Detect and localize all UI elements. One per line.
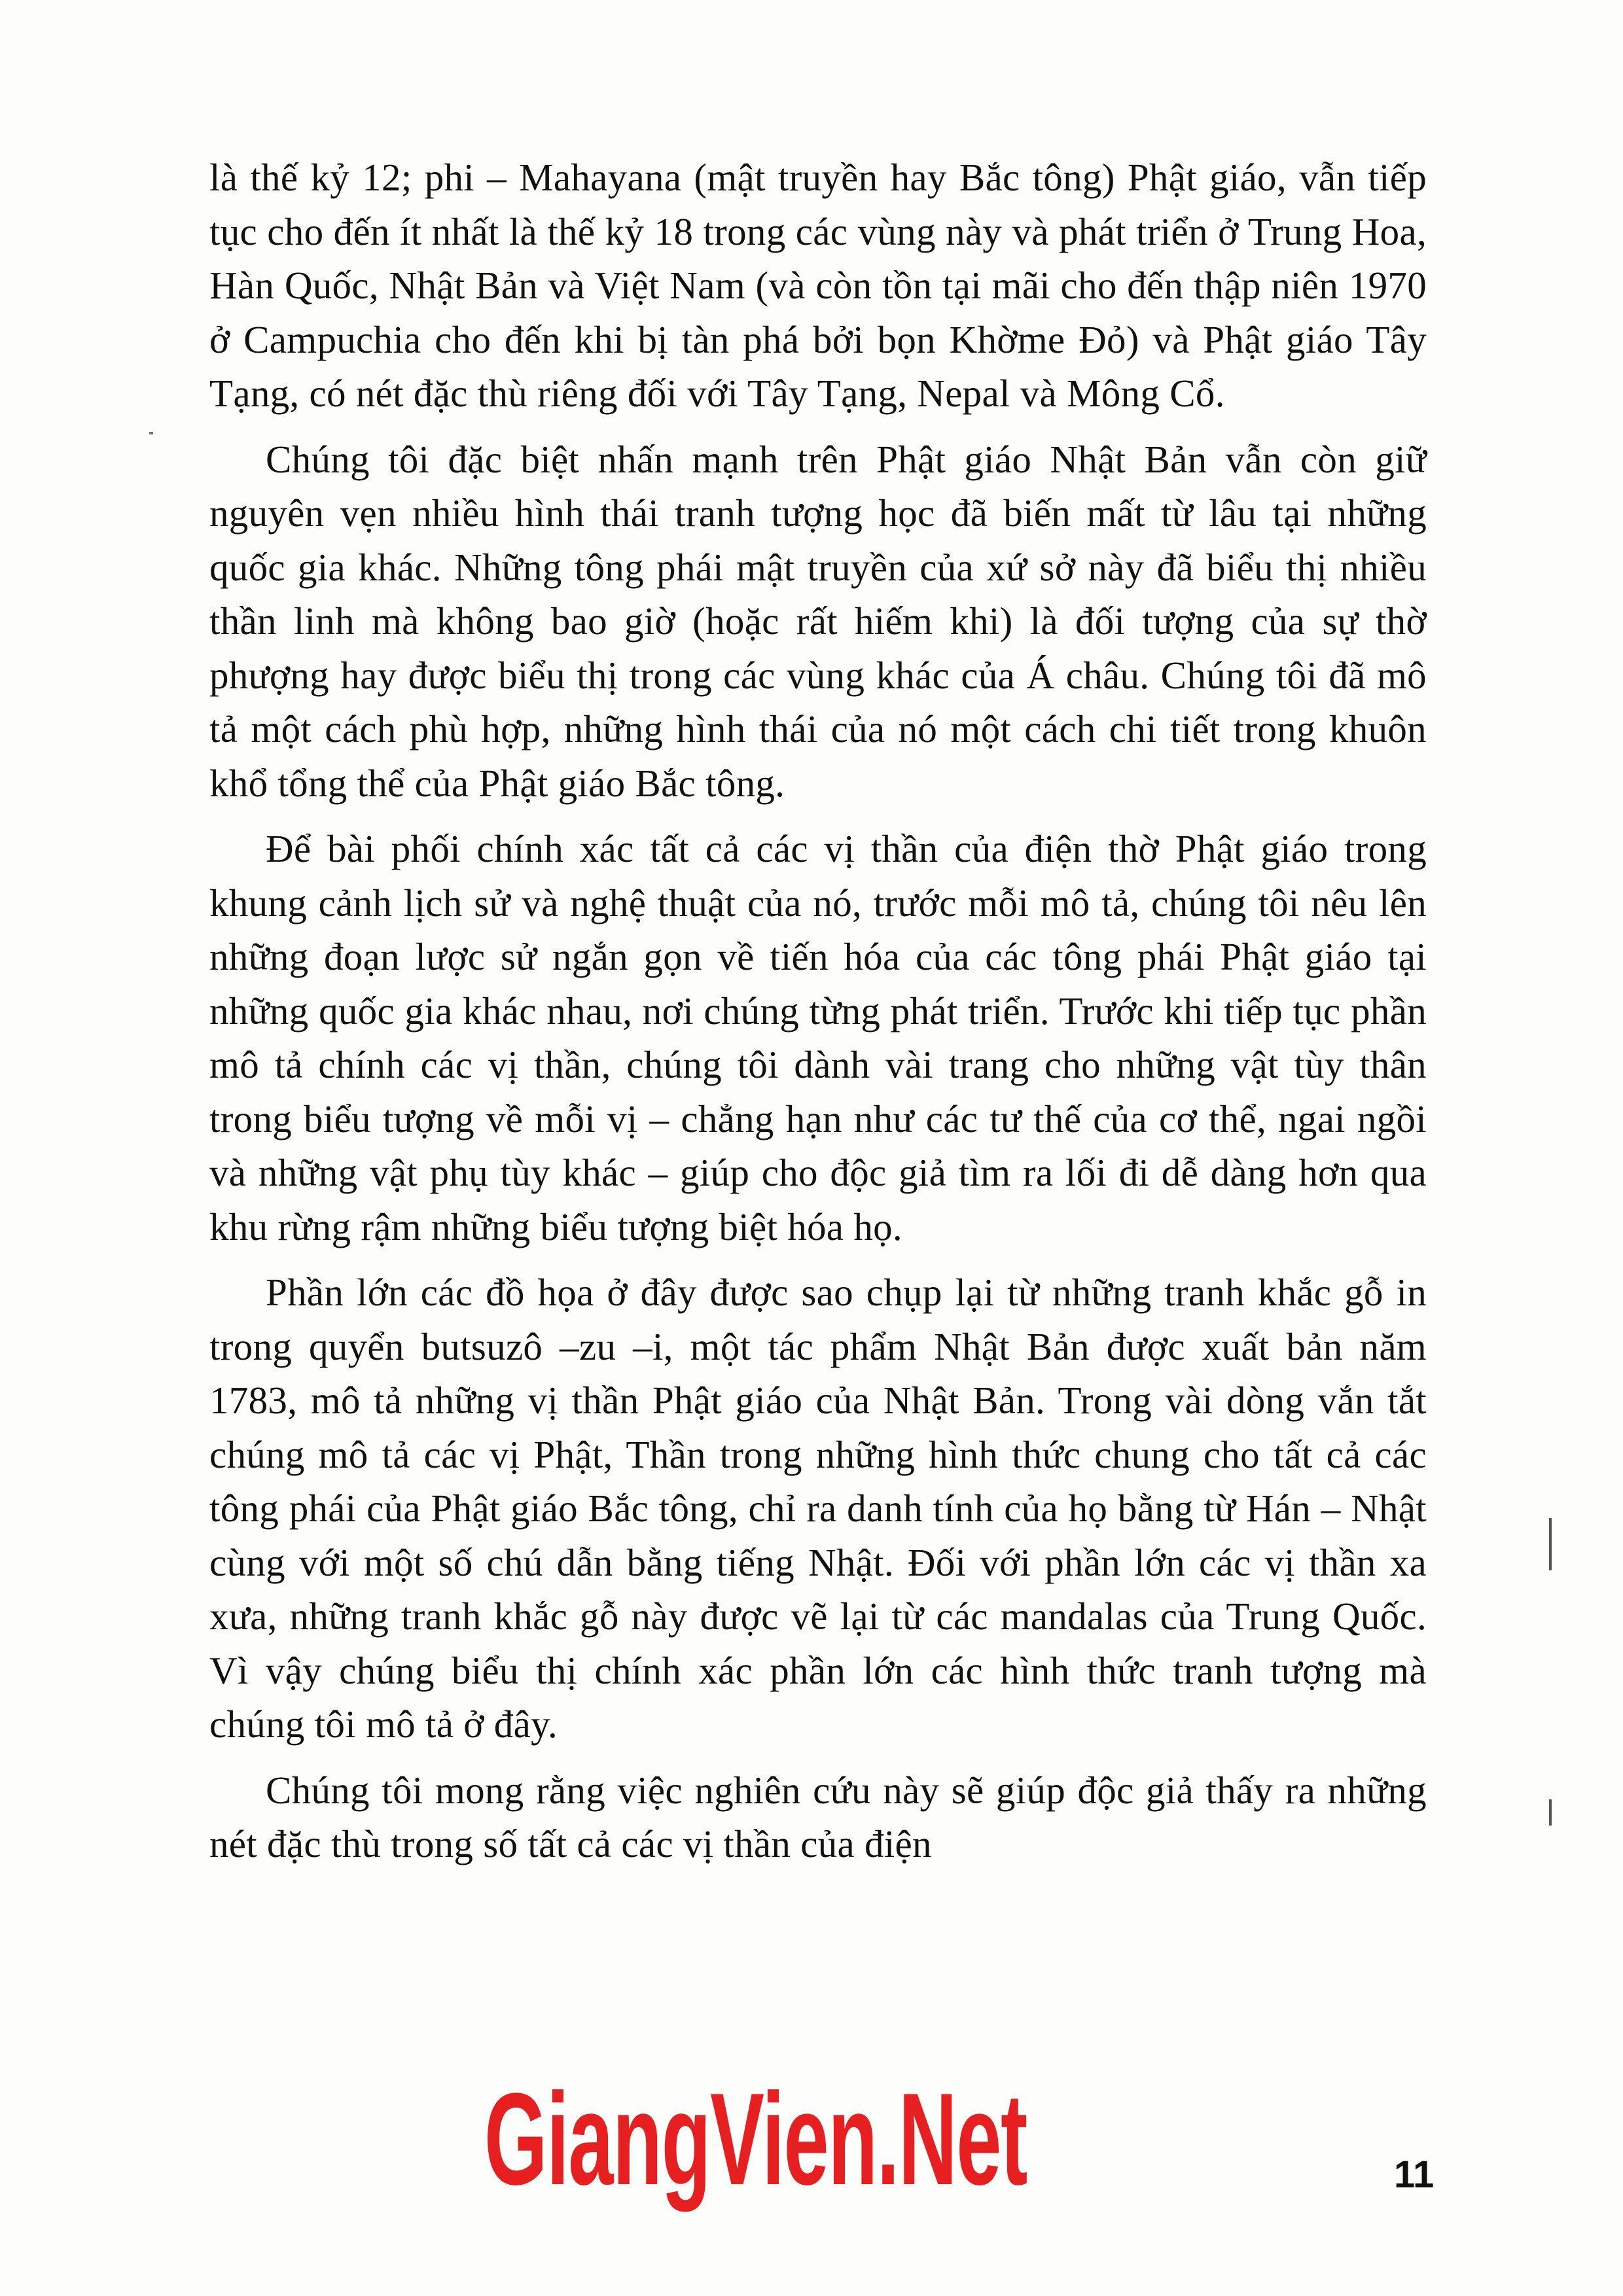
- scan-artifact: [1549, 1518, 1552, 1570]
- page-number: 11: [1394, 2153, 1435, 2196]
- watermark-logo: GiangVien.Net: [484, 2066, 1027, 2212]
- body-text: [209, 150, 1427, 1883]
- paragraph-5: Chúng tôi mong rằng việc nghiên cứu này sẽ giúp độc giả thấy ra những nét đặc thù trong số tất cả các vị thần của điện: [209, 1768, 1427, 1865]
- scan-artifact: [1549, 1799, 1552, 1826]
- paragraph-1: là thế kỷ 12; phi – Mahayana (mật truyền hay Bắc tông) Phật giáo, vẫn tiếp tục cho đến ít nhất là thế kỷ 18 trong các vùng này và phát triển ở Trung Hoa, Hàn Quốc, Nhật Bản và Việt Nam (và còn tồn tại mãi cho đến thập niên 1970 ở Campuchia cho đến khi bị tàn phá bởi bọn Khờme Đỏ) và Phật giáo Tây Tạng, có nét đặc thù riêng đối với Tây Tạng, Nepal và Mông Cổ.: [209, 156, 1427, 415]
- paragraph-2: Chúng tôi đặc biệt nhấn mạnh trên Phật giáo Nhật Bản vẫn còn giữ nguyên vẹn nhiều hình thái tranh tượng học đã biến mất từ lâu tại những quốc gia khác. Những tông phái mật truyền của xứ sở này đã biểu thị nhiều thần linh mà không bao giờ (hoặc rất hiếm khi) là đối tượng của sự thờ phượng hay được biểu thị trong các vùng khác của Á châu. Chúng tôi đã mô tả một cách phù hợp, những hình thái của nó một cách chi tiết trong khuôn khổ tổng thể của Phật giáo Bắc tông.: [209, 437, 1427, 805]
- paragraph-3: Để bài phối chính xác tất cả các vị thần của điện thờ Phật giáo trong khung cảnh lịch sử và nghệ thuật của nó, trước mỗi mô tả, chúng tôi nêu lên những đoạn lược sử ngắn gọn về tiến hóa của các tông phái Phật giáo tại những quốc gia khác nhau, nơi chúng từng phát triển. Trước khi tiếp tục phần mô tả chính các vị thần, chúng tôi dành vài trang cho những vật tùy thân trong biểu tượng về mỗi vị – chẳng hạn như các tư thế của cơ thể, ngai ngồi và những vật phụ tùy khác – giúp cho độc giả tìm ra lối đi dễ dàng hơn qua khu rừng rậm những biểu tượng biệt hóa họ.: [209, 827, 1427, 1248]
- scan-artifact: [149, 432, 153, 434]
- paragraph-4: Phần lớn các đồ họa ở đây được sao chụp lại từ những tranh khắc gỗ in trong quyển butsuzô –zu –i, một tác phẩm Nhật Bản được xuất bản năm 1783, mô tả những vị thần Phật giáo của Nhật Bản. Trong vài dòng vắn tắt chúng mô tả các vị Phật, Thần trong những hình thức chung cho tất cả các tông phái của Phật giáo Bắc tông, chỉ ra danh tính của họ bằng từ Hán – Nhật cùng với một số chú dẫn bằng tiếng Nhật. Đối với phần lớn các vị thần xa xưa, những tranh khắc gỗ này được vẽ lại từ các mandalas của Trung Quốc. Vì vậy chúng biểu thị chính xác phần lớn các hình thức tranh tượng mà chúng tôi mô tả ở đây.: [209, 1271, 1427, 1746]
